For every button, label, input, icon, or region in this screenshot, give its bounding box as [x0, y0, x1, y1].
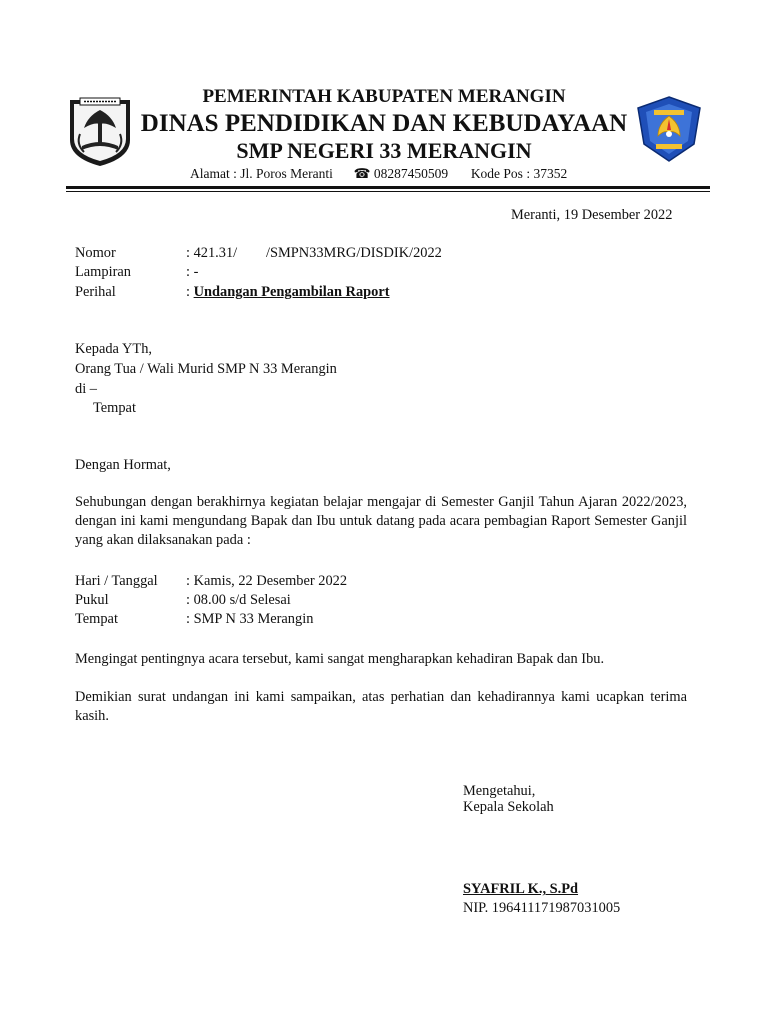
- phone-icon: ☎: [353, 166, 371, 181]
- paragraph-closing: Demikian surat undangan ini kami sampaikan, atas perhatian dan kehadirannya kami ucapkan terima kasih.: [75, 689, 687, 724]
- header-divider-thin: [66, 191, 710, 192]
- letterhead-department: DINAS PENDIDIKAN DAN KEBUDAYAAN: [140, 110, 628, 137]
- meta-value-nomor: : 421.31/ /SMPN33MRG/DISDIK/2022: [186, 245, 442, 261]
- recipient-salutation: Kepada YTh,: [75, 341, 152, 357]
- recipient-name: Orang Tua / Wali Murid SMP N 33 Merangin: [75, 361, 337, 377]
- detail-value-date: : Kamis, 22 Desember 2022: [186, 573, 348, 589]
- recipient-place: Tempat: [93, 400, 136, 416]
- address-text: Alamat : Jl. Poros Meranti: [190, 166, 333, 181]
- recipient-di: di –: [75, 381, 97, 397]
- meta-label-lampiran: Lampiran: [75, 264, 131, 280]
- greeting: Dengan Hormat,: [75, 457, 171, 473]
- detail-label-time: Pukul: [75, 592, 109, 608]
- meta-label-perihal: Perihal: [75, 284, 116, 300]
- letterhead-government: PEMERINTAH KABUPATEN MERANGIN: [202, 86, 566, 107]
- detail-label-place: Tempat: [75, 611, 118, 627]
- signature-name: SYAFRIL K., S.Pd: [463, 881, 579, 897]
- meta-label-nomor: Nomor: [75, 245, 116, 261]
- detail-label-date: Hari / Tanggal: [75, 573, 158, 589]
- paragraph-importance: Mengingat pentingnya acara tersebut, kami sangat mengharapkan kehadiran Bapak dan Ibu.: [75, 651, 605, 667]
- perihal-colon: :: [186, 284, 194, 300]
- header-divider-thick: [66, 186, 710, 189]
- signature-acknowledged: Mengetahui,: [463, 783, 536, 799]
- paragraph-intro: Sehubungan dengan berakhirnya kegiatan belajar mengajar di Semester Ganjil Tahun Ajaran 2022/2023, dengan ini kami mengundang Bapak dan Ibu untuk datang pada acara pembagian Raport Semester Ganjil yang akan dilaksanakan pada :: [75, 494, 687, 548]
- meta-value-lampiran: : -: [186, 264, 199, 280]
- postal-code: Kode Pos : 37352: [470, 166, 568, 181]
- perihal-subject: Undangan Pengambilan Raport: [193, 284, 390, 300]
- letter-date: Meranti, 19 Desember 2022: [511, 207, 673, 223]
- signature-title: Kepala Sekolah: [463, 799, 554, 815]
- letterhead-school: SMP NEGERI 33 MERANGIN: [236, 138, 532, 163]
- letterhead-address-line: [190, 166, 567, 182]
- signature-nip: NIP. 196411171987031005: [463, 900, 621, 916]
- detail-value-place: : SMP N 33 Merangin: [186, 611, 314, 627]
- meta-value-perihal: [186, 283, 390, 302]
- detail-value-time: : 08.00 s/d Selesai: [186, 592, 291, 608]
- phone-number: 08287450509: [373, 166, 449, 181]
